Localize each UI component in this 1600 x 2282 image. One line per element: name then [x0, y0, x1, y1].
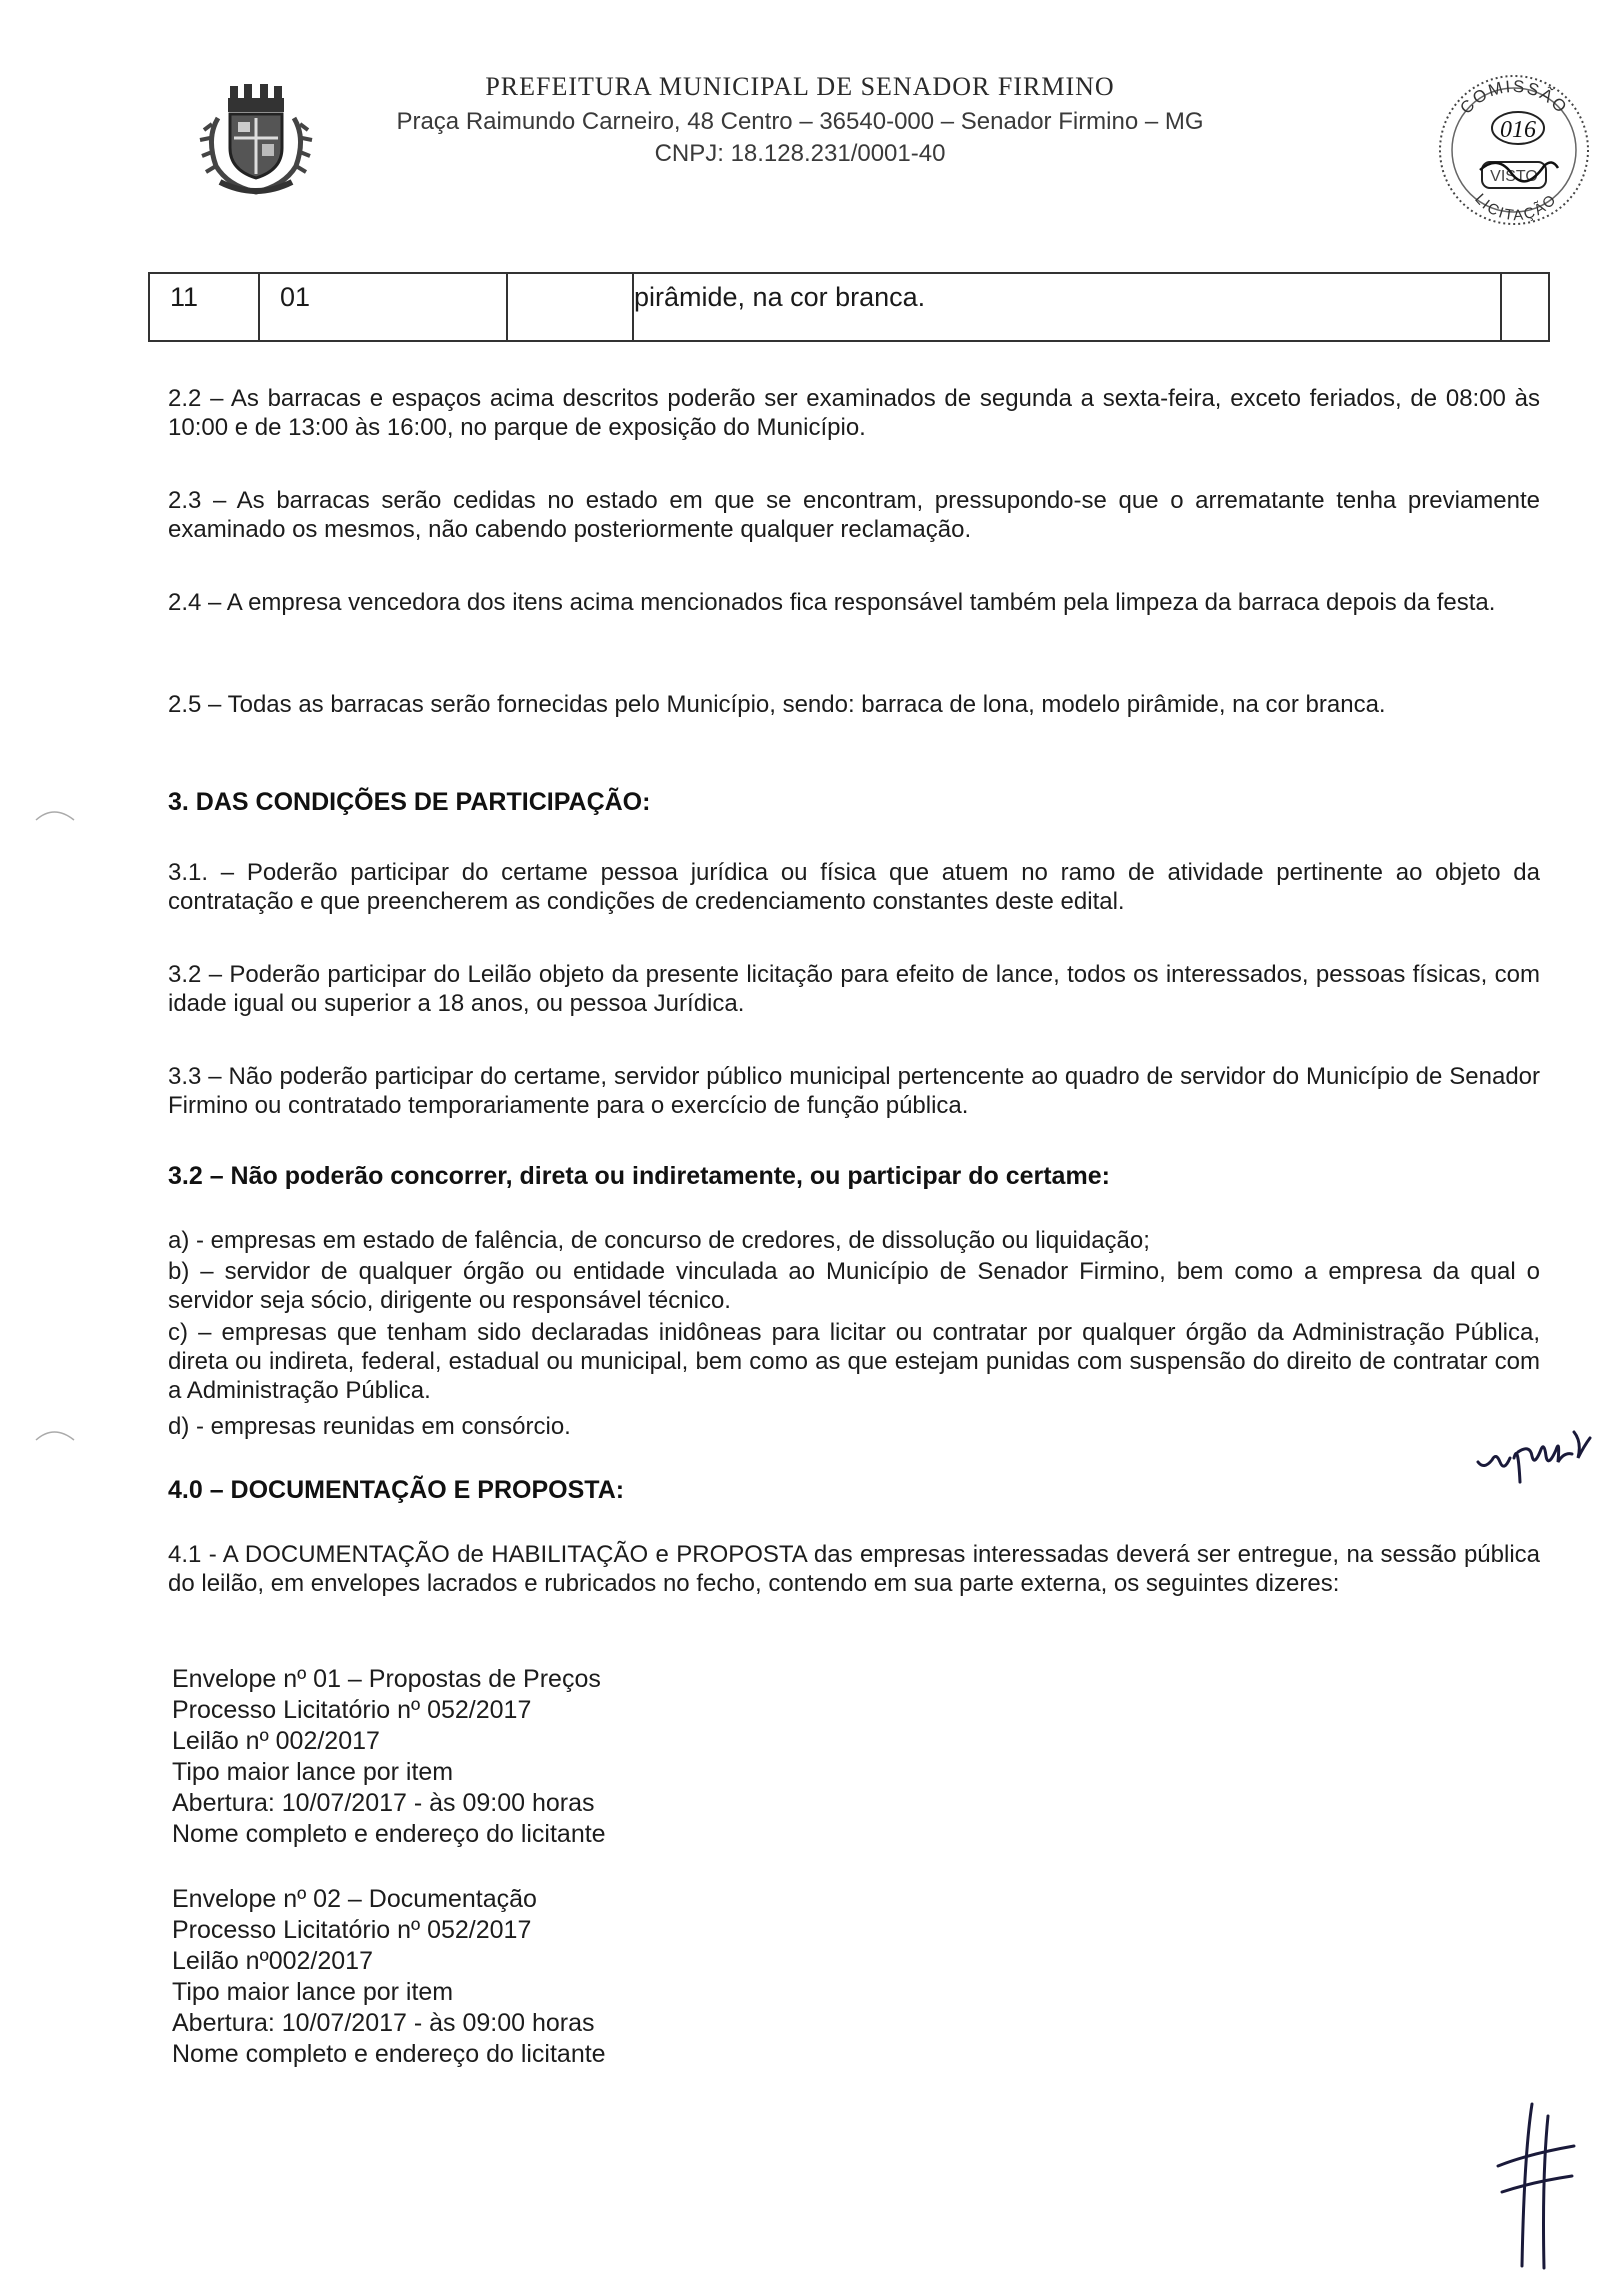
item-description: pirâmide, na cor branca.	[634, 282, 926, 312]
clause-3-2: 3.2 – Poderão participar do Leilão objeto da presente licitação para efeito de lance, todos os interessados, pessoas físicas, com idade igual ou superior a 18 anos, ou pessoa Jurídica.	[168, 961, 1540, 1017]
envelope-1-line: Tipo maior lance por item	[172, 1758, 454, 1786]
clause-2-2: 2.2 – As barracas e espaços acima descritos poderão ser examinados de segunda a sexta-feira, exceto feriados, de 08:00 às 10:00 e de 13:00 às 16:00, no parque de exposição do Município.	[168, 385, 1540, 441]
commission-stamp	[1428, 58, 1600, 230]
stamp-top-text: COMISSÃO	[1456, 76, 1572, 118]
description-cell	[634, 274, 1502, 340]
envelope-2-line: Nome completo e endereço do licitante	[172, 2040, 606, 2068]
unit-cell	[508, 274, 634, 340]
envelope-2-line: Processo Licitatório nº 052/2017	[172, 1916, 532, 1944]
municipality-title: PREFEITURA MUNICIPAL DE SENADOR FIRMINO	[485, 72, 1115, 101]
clause-3-3: 3.3 – Não poderão participar do certame, servidor público municipal pertencente ao quadro de servidor do Município de Senador Firmino ou contratado temporariamente para o exercício de função pública.	[168, 1063, 1540, 1119]
envelope-2-block	[172, 1884, 606, 2070]
stamp-page-number: 016	[1500, 117, 1536, 143]
clause-3-1: 3.1. – Poderão participar do certame pessoa jurídica ou física que atuem no ramo de atividade pertinente ao objeto da contratação e que preencherem as condições de credenciamento constantes deste edital.	[168, 859, 1540, 915]
handwritten-rubric-signature	[1488, 2096, 1578, 2272]
clause-2-5: 2.5 – Todas as barracas serão fornecidas pelo Município, sendo: barraca de lona, modelo pirâmide, na cor branca.	[168, 691, 1386, 718]
handwritten-initials-signature	[1474, 1422, 1592, 1488]
restriction-item-d: d) - empresas reunidas em consórcio.	[168, 1413, 571, 1440]
stamp-visto: VISTO	[1490, 168, 1538, 185]
envelope-1-line: Envelope nº 01 – Propostas de Preços	[172, 1665, 601, 1693]
item-number: 11	[170, 282, 199, 312]
stamp-bottom-text: LICITAÇÃO	[1471, 190, 1561, 225]
section-3-heading: 3. DAS CONDIÇÕES DE PARTICIPAÇÃO:	[168, 788, 651, 816]
envelope-1-line: Leilão nº 002/2017	[172, 1727, 380, 1755]
clause-4-1: 4.1 - A DOCUMENTAÇÃO de HABILITAÇÃO e PROPOSTA das empresas interessadas deverá ser entregue, na sessão pública do leilão, em envelopes lacrados e rubricados no fecho, contendo em sua parte externa, os seguintes dizeres:	[168, 1541, 1540, 1597]
envelope-1-block	[172, 1664, 606, 1850]
restriction-item-b: b) – servidor de qualquer órgão ou entidade vinculada ao Município de Senador Firmino, bem como a empresa da qual o servidor seja sócio, dirigente ou responsável técnico.	[168, 1258, 1540, 1314]
items-table-row	[148, 272, 1550, 342]
section-4-heading: 4.0 – DOCUMENTAÇÃO E PROPOSTA:	[168, 1476, 625, 1504]
envelope-2-line: Abertura: 10/07/2017 - às 09:00 horas	[172, 2009, 595, 2037]
envelope-1-line: Nome completo e endereço do licitante	[172, 1820, 606, 1848]
envelope-2-line: Envelope nº 02 – Documentação	[172, 1885, 537, 1913]
svg-text:LICITAÇÃO	[1471, 190, 1560, 224]
margin-punch-mark	[34, 806, 76, 824]
restriction-item-a: a) - empresas em estado de falência, de concurso de credores, de dissolução ou liquidação;	[168, 1227, 1150, 1254]
envelope-1-line: Processo Licitatório nº 052/2017	[172, 1696, 532, 1724]
municipality-cnpj: CNPJ: 18.128.231/0001-40	[654, 140, 946, 167]
margin-punch-mark	[34, 1426, 76, 1444]
envelope-2-line: Tipo maior lance por item	[172, 1978, 454, 2006]
envelope-2-line: Leilão nº002/2017	[172, 1947, 373, 1975]
item-cell	[150, 274, 260, 340]
item-quantity: 01	[280, 282, 311, 312]
municipality-address: Praça Raimundo Carneiro, 48 Centro – 36540-000 – Senador Firmino – MG	[396, 108, 1204, 135]
quantity-cell	[260, 274, 508, 340]
clause-2-4: 2.4 – A empresa vencedora dos itens acima mencionados fica responsável também pela limpeza da barraca depois da festa.	[168, 589, 1496, 616]
clause-2-3: 2.3 – As barracas serão cedidas no estado em que se encontram, pressupondo-se que o arrematante tenha previamente examinado os mesmos, não cabendo posteriormente qualquer reclamação.	[168, 487, 1540, 543]
restriction-item-c: c) – empresas que tenham sido declaradas inidôneas para licitar ou contratar por qualquer órgão da Administração Pública, direta ou indireta, federal, estadual ou municipal, bem como as que estejam punidas com suspensão do direito de contratar com a Administração Pública.	[168, 1319, 1540, 1404]
envelope-1-line: Abertura: 10/07/2017 - às 09:00 horas	[172, 1789, 595, 1817]
clause-3-2-restrictions-heading: 3.2 – Não poderão concorrer, direta ou indiretamente, ou participar do certame:	[168, 1162, 1110, 1190]
